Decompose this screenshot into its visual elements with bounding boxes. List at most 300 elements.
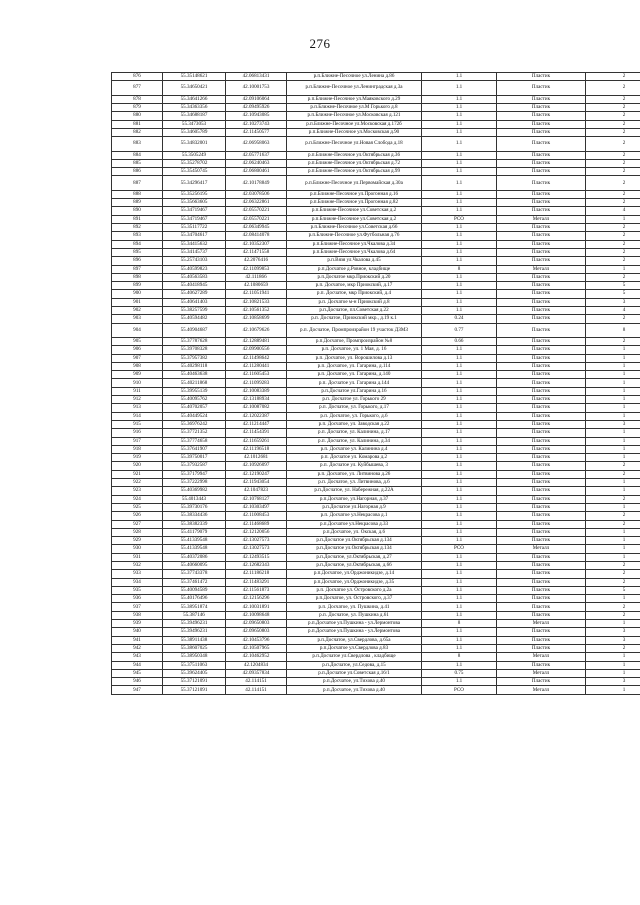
longitude-cell: 42.06813431	[226, 73, 287, 81]
table-row	[112, 661, 640, 669]
address-cell: р.п.Досчатое ул.Гагарина д.16	[287, 387, 422, 395]
volume-cell: 1.1	[422, 81, 497, 95]
table-row	[112, 553, 640, 561]
volume-cell: 1.1	[422, 595, 497, 603]
volume-cell: РСО	[422, 545, 497, 553]
latitude-cell: 55.34688187	[163, 112, 226, 120]
material-cell: Пластик	[497, 562, 586, 570]
latitude-cell: 55.25743103	[163, 257, 226, 265]
count-cell: 1	[586, 454, 640, 462]
count-cell: 1	[586, 537, 640, 545]
material-cell: Пластик	[497, 636, 586, 644]
volume-cell: 1.1	[422, 503, 497, 511]
longitude-cell: 42.10462952	[226, 653, 287, 661]
latitude-cell: 55.40418945	[163, 282, 226, 290]
longitude-cell: 42.11280441	[226, 362, 287, 370]
row-number-cell: 934	[112, 578, 163, 586]
count-cell: 2	[586, 73, 640, 81]
latitude-cell: 55.34719467	[163, 215, 226, 223]
volume-cell: 1.1	[422, 112, 497, 120]
row-number-cell: 878	[112, 95, 163, 103]
address-cell: р.п.Досчатое ул.Пушкина - ул.Лермонтова	[287, 628, 422, 636]
table-row	[112, 215, 640, 223]
count-cell: 2	[586, 562, 640, 570]
table-row	[112, 112, 640, 120]
table-row	[112, 644, 640, 652]
latitude-cell: 55.39496231	[163, 620, 226, 628]
count-cell: 1	[586, 379, 640, 387]
count-cell: 5	[586, 290, 640, 298]
volume-cell: 1.1	[422, 282, 497, 290]
row-number-cell: 881	[112, 120, 163, 128]
volume-cell: 1.1	[422, 454, 497, 462]
volume-cell: 1.1	[422, 603, 497, 611]
row-number-cell: 937	[112, 603, 163, 611]
longitude-cell: 42.10453796	[226, 636, 287, 644]
material-cell: Пластик	[497, 537, 586, 545]
longitude-cell: 42.10178849	[226, 176, 287, 190]
table-row	[112, 620, 640, 628]
address-cell: р.п.Ближне-Песочное ул.Октябрьская д.99	[287, 168, 422, 176]
longitude-cell: 42.11051941	[226, 290, 287, 298]
count-cell: 3	[586, 628, 640, 636]
material-cell: Пластик	[497, 81, 586, 95]
table-row	[112, 412, 640, 420]
material-cell: Пластик	[497, 120, 586, 128]
volume-cell: 1.1	[422, 479, 497, 487]
address-cell: р.п.Ближне-Песочное ул.Маяковского д.29	[287, 95, 422, 103]
table-row	[112, 73, 640, 81]
row-number-cell: 946	[112, 678, 163, 686]
material-cell: Пластик	[497, 379, 586, 387]
address-cell: р.п.Ближне-Песочное ул.Октябрьская д.72	[287, 159, 422, 167]
row-number-cell: 917	[112, 437, 163, 445]
count-cell: 2	[586, 495, 640, 503]
table-row	[112, 298, 640, 306]
material-cell: Пластик	[497, 528, 586, 536]
latitude-cell: 55.34363356	[163, 103, 226, 111]
row-number-cell: 916	[112, 429, 163, 437]
material-cell: Пластик	[497, 462, 586, 470]
row-number-cell: 877	[112, 81, 163, 95]
latitude-cell: 55.35148621	[163, 73, 226, 81]
longitude-cell: 42.10561352	[226, 307, 287, 315]
count-cell: 2	[586, 611, 640, 619]
material-cell: Пластик	[497, 137, 586, 151]
longitude-cell: 42.12190247	[226, 470, 287, 478]
longitude-cell: 42.06322861	[226, 199, 287, 207]
address-cell: р.п.Ближне-Песочное ул.Чкалова д.34	[287, 240, 422, 248]
latitude-cell: 55.40641403	[163, 298, 226, 306]
table-row	[112, 379, 640, 387]
latitude-cell: 55.37179947	[163, 470, 226, 478]
volume-cell: 1.1	[422, 159, 497, 167]
count-cell: 2	[586, 224, 640, 232]
latitude-cell: 55.34650421	[163, 81, 226, 95]
latitude-cell: 55.37511063	[163, 661, 226, 669]
table-row	[112, 595, 640, 603]
volume-cell: 1.1	[422, 176, 497, 190]
row-number-cell: 903	[112, 315, 163, 323]
row-number-cell: 936	[112, 595, 163, 603]
address-cell: р.п.Досчатое, ул.Тихова д.40	[287, 686, 422, 694]
address-cell: р.п.Ближне-Песочное ул.Московская д.90	[287, 128, 422, 136]
address-cell: р.п.Ближне-Песочное ул.Октябрьская д.36	[287, 151, 422, 159]
latitude-cell: 55.34704617	[163, 232, 226, 240]
latitude-cell: 55.40463638	[163, 371, 226, 379]
count-cell: 2	[586, 570, 640, 578]
table-row	[112, 199, 640, 207]
longitude-cell: 42.08414078	[226, 232, 287, 240]
latitude-cell: 55.37774658	[163, 437, 226, 445]
longitude-cell: 42.12493515	[226, 553, 287, 561]
longitude-cell: 42.10087082	[226, 404, 287, 412]
row-number-cell: 942	[112, 644, 163, 652]
row-number-cell: 927	[112, 520, 163, 528]
material-cell: Пластик	[497, 578, 586, 586]
longitude-cell: 42.10001753	[226, 81, 287, 95]
table-row	[112, 265, 640, 273]
longitude-cell: 42.11099853	[226, 265, 287, 273]
table-row	[112, 545, 640, 553]
material-cell: Пластик	[497, 404, 586, 412]
volume-cell: 1.1	[422, 636, 497, 644]
count-cell: 1	[586, 396, 640, 404]
table-row	[112, 636, 640, 644]
material-cell: Пластик	[497, 470, 586, 478]
latitude-cell: 55.40176496	[163, 595, 226, 603]
latitude-cell: 55.3505249	[163, 151, 226, 159]
table-row	[112, 207, 640, 215]
address-cell: р.п.Ближне-Песочное ул.Московская д.121	[287, 112, 422, 120]
count-cell: 1	[586, 265, 640, 273]
row-number-cell: 884	[112, 151, 163, 159]
row-number-cell: 939	[112, 620, 163, 628]
address-cell: р.п.Досчатое, ул.Орджоникидзе, д.35	[287, 578, 422, 586]
latitude-cell: 55.39730176	[163, 503, 226, 511]
material-cell: Пластик	[497, 603, 586, 611]
row-number-cell: 892	[112, 224, 163, 232]
address-cell: р.п.Ближне-Песочное ул.Советская д.2	[287, 215, 422, 223]
latitude-cell: 55.40594482	[163, 315, 226, 323]
material-cell: Металл	[497, 653, 586, 661]
address-cell: р.п. Досчатое, мкр Приокский, д.17	[287, 282, 422, 290]
row-number-cell: 913	[112, 404, 163, 412]
address-cell: р.п. Досчатое ул. Куйбышева, 3	[287, 462, 422, 470]
table-row	[112, 528, 640, 536]
volume-cell: 1.1	[422, 661, 497, 669]
material-cell: Пластик	[497, 520, 586, 528]
latitude-cell: 55.34296417	[163, 176, 226, 190]
count-cell: 1	[586, 387, 640, 395]
address-cell: р.п. Досчатое, ул. Гагарина, д.140	[287, 371, 422, 379]
longitude-cell: 42.12889481	[226, 337, 287, 345]
count-cell: 1	[586, 686, 640, 694]
row-number-cell: 920	[112, 462, 163, 470]
material-cell: Пластик	[497, 240, 586, 248]
address-cell: р.п. Досчатое, Промпроизрайон 19 участок ДЗМЗ	[287, 323, 422, 337]
longitude-cell: 42.13188934	[226, 396, 287, 404]
latitude-cell: 55.3473053	[163, 120, 226, 128]
count-cell: 5	[586, 586, 640, 594]
volume-cell: 1.1	[422, 371, 497, 379]
longitude-cell: 42.11943054	[226, 479, 287, 487]
row-number-cell: 886	[112, 168, 163, 176]
longitude-cell: 42.09650803	[226, 628, 287, 636]
row-number-cell: 928	[112, 528, 163, 536]
longitude-cell: 42.11561873	[226, 586, 287, 594]
count-cell: 1	[586, 346, 640, 354]
material-cell: Пластик	[497, 487, 586, 495]
count-cell: 4	[586, 307, 640, 315]
table-row	[112, 103, 640, 111]
count-cell: 1	[586, 412, 640, 420]
row-number-cell: 895	[112, 248, 163, 256]
volume-cell: 1.1	[422, 387, 497, 395]
table-row	[112, 503, 640, 511]
address-cell: р.п.Досчатое ул.Пушкина - ул.Лермонтова	[287, 620, 422, 628]
latitude-cell: 55.34719467	[163, 207, 226, 215]
table-row	[112, 404, 640, 412]
row-number-cell: 944	[112, 661, 163, 669]
row-number-cell: 906	[112, 346, 163, 354]
longitude-cell: 42.1080659	[226, 282, 287, 290]
material-cell: Пластик	[497, 224, 586, 232]
address-cell: р.п.Ближне-Песочное ул.Советская д.66	[287, 224, 422, 232]
latitude-cell: 55.40563583	[163, 273, 226, 281]
row-number-cell: 900	[112, 290, 163, 298]
longitude-cell: 42.114151	[226, 686, 287, 694]
material-cell: Пластик	[497, 257, 586, 265]
material-cell: Пластик	[497, 168, 586, 176]
address-cell: р.п.Досчатое, ул. Набережная, д.22А	[287, 487, 422, 495]
material-cell: Пластик	[497, 151, 586, 159]
volume-cell: 0.66	[422, 337, 497, 345]
latitude-cell: 55.35278702	[163, 159, 226, 167]
material-cell: Пластик	[497, 290, 586, 298]
volume-cell: РСО	[422, 686, 497, 694]
count-cell: 1	[586, 545, 640, 553]
latitude-cell: 55.37743378	[163, 570, 226, 578]
count-cell: 2	[586, 176, 640, 190]
volume-cell: 1.1	[422, 412, 497, 420]
material-cell: Пластик	[497, 396, 586, 404]
address-cell: р.п. Досчатое, ул. Калинина, д.34	[287, 437, 422, 445]
table-row	[112, 346, 640, 354]
count-cell: 2	[586, 137, 640, 151]
volume-cell: 1.1	[422, 137, 497, 151]
material-cell: Пластик	[497, 586, 586, 594]
count-cell: 2	[586, 603, 640, 611]
latitude-cell: 55.39750017	[163, 454, 226, 462]
volume-cell: 1.1	[422, 537, 497, 545]
latitude-cell: 55.35256195	[163, 190, 226, 198]
row-number-cell: 896	[112, 257, 163, 265]
latitude-cell: 55.38382339	[163, 520, 226, 528]
table-row	[112, 495, 640, 503]
longitude-cell: 42.12120056	[226, 528, 287, 536]
row-number-cell: 923	[112, 487, 163, 495]
material-cell: Пластик	[497, 323, 586, 337]
table-row	[112, 257, 640, 265]
material-cell: Металл	[497, 686, 586, 694]
latitude-cell: 55.38334436	[163, 512, 226, 520]
count-cell: 1	[586, 479, 640, 487]
material-cell: Пластик	[497, 429, 586, 437]
count-cell: 2	[586, 159, 640, 167]
address-cell: р.п.Ближне-Песочное ул.Прогонная д.16	[287, 190, 422, 198]
material-cell: Пластик	[497, 495, 586, 503]
row-number-cell: 922	[112, 479, 163, 487]
address-cell: р.п.Досчатое, ул.Седова, д.15	[287, 661, 422, 669]
table-row	[112, 611, 640, 619]
address-cell: р.п. Досчатое м-н Приокский д.8	[287, 298, 422, 306]
material-cell: Пластик	[497, 628, 586, 636]
table-row	[112, 520, 640, 528]
latitude-cell: 55.35117722	[163, 224, 226, 232]
table-row	[112, 290, 640, 298]
volume-cell: 1.1	[422, 553, 497, 561]
address-cell: р.п. Досчатое, ул. Литвинова, д.6	[287, 479, 422, 487]
longitude-cell: 42.09106064	[226, 95, 287, 103]
material-cell: Металл	[497, 265, 586, 273]
material-cell: Металл	[497, 669, 586, 677]
count-cell: 2	[586, 168, 640, 176]
latitude-cell: 55.41179079	[163, 528, 226, 536]
table-row	[112, 95, 640, 103]
row-number-cell: 910	[112, 379, 163, 387]
count-cell: 1	[586, 487, 640, 495]
material-cell: Пластик	[497, 346, 586, 354]
longitude-cell: 42.11454391	[226, 429, 287, 437]
volume-cell: 1.1	[422, 429, 497, 437]
count-cell: 1	[586, 429, 640, 437]
address-cell: р.п.Ближне-Песочное ул.Прогонная д.82	[287, 199, 422, 207]
row-number-cell: 880	[112, 112, 163, 120]
table-row	[112, 273, 640, 281]
longitude-cell: 42.11450577	[226, 128, 287, 136]
row-number-cell: 901	[112, 298, 163, 306]
latitude-cell: 55.40599823	[163, 265, 226, 273]
row-number-cell: 926	[112, 512, 163, 520]
material-cell: Пластик	[497, 678, 586, 686]
address-cell: р.п.Досчатое, Промпроизрайон №8	[287, 337, 422, 345]
count-cell: 2	[586, 470, 640, 478]
volume-cell: 1.1	[422, 346, 497, 354]
latitude-cell: 55.39708328	[163, 346, 226, 354]
material-cell: Пластик	[497, 512, 586, 520]
count-cell: 2	[586, 112, 640, 120]
row-number-cell: 909	[112, 371, 163, 379]
latitude-cell: 55.387146	[163, 611, 226, 619]
row-number-cell: 924	[112, 495, 163, 503]
material-cell: Металл	[497, 545, 586, 553]
latitude-cell: 55.40372086	[163, 553, 226, 561]
address-cell: р.п.Досчатое ул.Некрасова д.33	[287, 520, 422, 528]
volume-cell: 8	[422, 265, 497, 273]
table-row	[112, 454, 640, 462]
count-cell: 5	[586, 282, 640, 290]
table-row	[112, 420, 640, 428]
volume-cell: 1.1	[422, 404, 497, 412]
material-cell: Пластик	[497, 553, 586, 561]
table-row	[112, 128, 640, 136]
latitude-cell: 55.40449524	[163, 412, 226, 420]
material-cell: Пластик	[497, 661, 586, 669]
address-cell: р.п. Досчатое, ул. Горького, д.17	[287, 404, 422, 412]
latitude-cell: 55.37121091	[163, 678, 226, 686]
latitude-cell: 55.35450745	[163, 168, 226, 176]
volume-cell: 0.24	[422, 315, 497, 323]
table-row	[112, 512, 640, 520]
longitude-cell: 42.10031891	[226, 603, 287, 611]
longitude-cell: 42.13027573	[226, 545, 287, 553]
count-cell: 1	[586, 404, 640, 412]
row-number-cell: 912	[112, 396, 163, 404]
longitude-cell: 42.06800461	[226, 168, 287, 176]
table-row	[112, 315, 640, 323]
longitude-cell: 42.05570221	[226, 215, 287, 223]
material-cell: Пластик	[497, 611, 586, 619]
volume-cell: 1.1	[422, 487, 497, 495]
material-cell: Пластик	[497, 479, 586, 487]
row-number-cell: 888	[112, 190, 163, 198]
table-row	[112, 176, 640, 190]
row-number-cell: 919	[112, 454, 163, 462]
volume-cell: 1.1	[422, 678, 497, 686]
table-row	[112, 81, 640, 95]
latitude-cell: 55.41339548	[163, 537, 226, 545]
address-cell: р.п.Ближне-Песочное ул.М Горького д.8	[287, 103, 422, 111]
longitude-cell: 42.114151	[226, 678, 287, 686]
latitude-cell: 55.34605789	[163, 128, 226, 136]
latitude-cell: 55.37222998	[163, 479, 226, 487]
count-cell: 1	[586, 371, 640, 379]
material-cell: Пластик	[497, 112, 586, 120]
longitude-cell: 42.1204834	[226, 661, 287, 669]
latitude-cell: 55.37121091	[163, 686, 226, 694]
volume-cell: 1.1	[422, 151, 497, 159]
count-cell: 8	[586, 323, 640, 337]
address-cell: р.п. Досчатое ул. Горького 29	[287, 396, 422, 404]
count-cell: 1	[586, 362, 640, 370]
longitude-cell: 42.11468689	[226, 520, 287, 528]
row-number-cell: 887	[112, 176, 163, 190]
material-cell: Пластик	[497, 362, 586, 370]
row-number-cell: 908	[112, 362, 163, 370]
row-number-cell: 891	[112, 215, 163, 223]
longitude-cell: 42.12156296	[226, 595, 287, 603]
longitude-cell: 42.111866	[226, 273, 287, 281]
count-cell: 2	[586, 337, 640, 345]
longitude-cell: 42.05771637	[226, 151, 287, 159]
latitude-cell: 55.36976242	[163, 420, 226, 428]
material-cell: Пластик	[497, 315, 586, 323]
table-row	[112, 151, 640, 159]
row-number-cell: 899	[112, 282, 163, 290]
count-cell: 2	[586, 273, 640, 281]
volume-cell: 1.1	[422, 628, 497, 636]
volume-cell: 1.1	[422, 248, 497, 256]
count-cell: 2	[586, 644, 640, 652]
latitude-cell: 55.38951874	[163, 603, 226, 611]
count-cell: 1	[586, 437, 640, 445]
row-number-cell: 921	[112, 470, 163, 478]
address-cell: р.п.Досчатое, ул.Нагорная, д.37	[287, 495, 422, 503]
volume-cell: 0.75	[422, 669, 497, 677]
table-row	[112, 686, 640, 694]
longitude-cell: 42.1012681	[226, 454, 287, 462]
